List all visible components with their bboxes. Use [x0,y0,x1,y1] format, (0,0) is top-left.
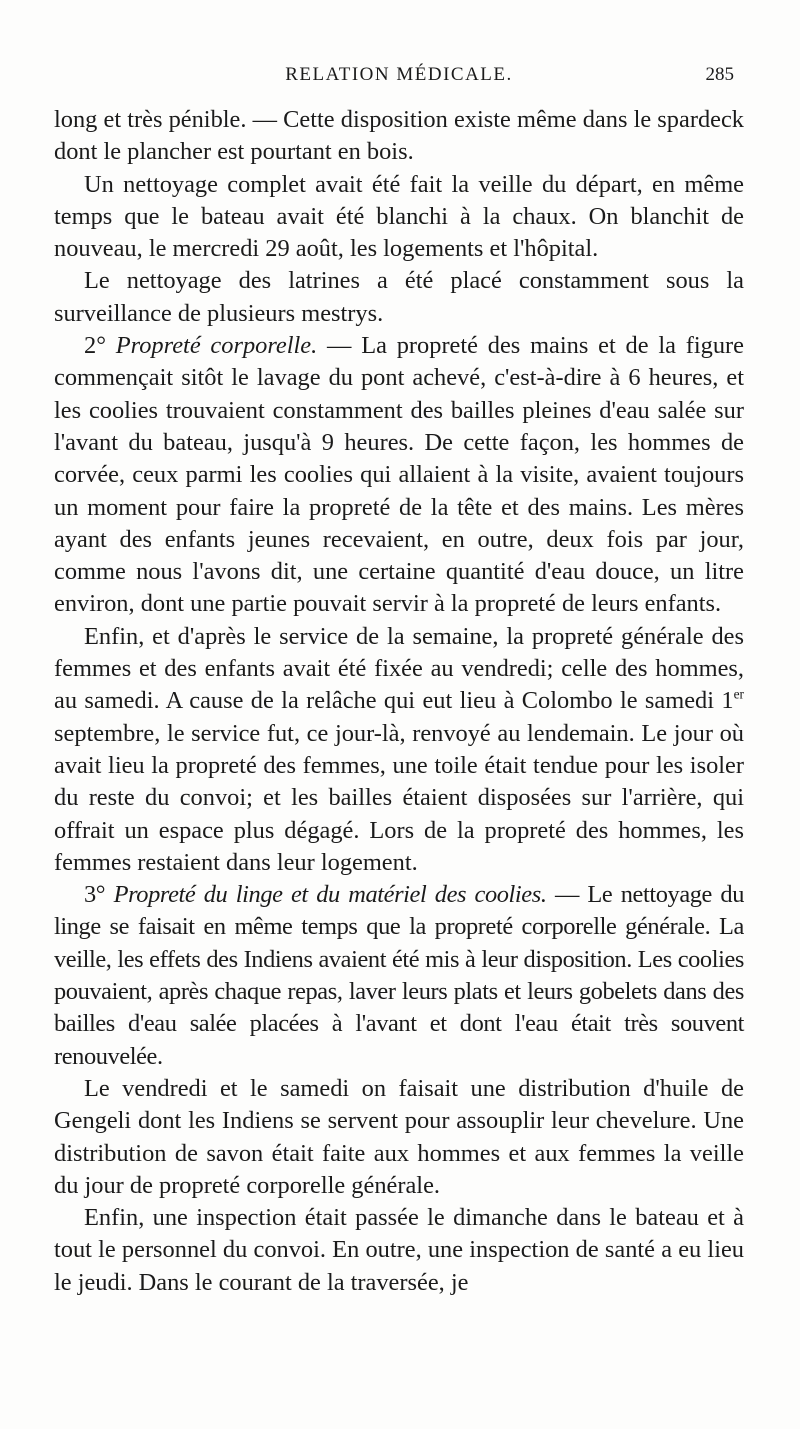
running-title: RELATION MÉDICALE. [285,64,513,85]
page-number: 285 [705,64,734,85]
superscript: er [733,686,744,702]
body-text [54,104,744,1299]
paragraph [54,265,744,330]
paragraph-text: Le nettoyage des latrines a été placé constamment sous la surveillance de plusieurs mestrys. [54,267,744,327]
paragraph-text: Enfin, et d'après le service de la semaine, la propreté générale des femmes et des enfants avait été fixée au vendredi; celle des hommes, au samedi. A cause de la relâche qui eut lieu à Colombo le samedi 1 [54,622,744,715]
section-number: 3° [84,881,106,909]
paragraph-text: long et très pénible. — Cette disposition existe même dans le spardeck dont le plancher est pourtant en bois. [54,106,744,166]
paragraph [54,169,744,266]
paragraph-text: — La propreté des mains et de la figure commençait sitôt le lavage du pont achevé, c'est-à-dire à 6 heures, et les coolies trouvaient constamment des bailles pleines d'eau salée sur l'avant du bateau, jusqu'à 9 heures. De cette façon, les hommes de corvée, ceux parmi les coolies qui allaient à la visite, avaient toujours un moment pour faire la propreté de la tête et des mains. Les mères ayant des enfants jeunes recevaient, en outre, deux fois par jour, comme nous l'avons dit, une certaine quantité d'eau douce, un litre environ, dont une partie pouvait servir à la propreté de leurs enfants. [54,332,744,618]
paragraph-text: septembre, le service fut, ce jour-là, renvoyé au lendemain. Le jour où avait lieu la propreté des femmes, une toile était tendue pour les isoler du reste du convoi; et les bailles étaient disposées sur l'arrière, qui offrait un espace plus dégagé. Lors de la propreté des hommes, les femmes restaient dans leur logement. [54,719,744,876]
section-number: 2° [84,332,106,360]
paragraph-text: Le vendredi et le samedi on faisait une distribution d'huile de Gengeli dont les Indiens se servent pour assouplir leur chevelure. Une distribution de savon était faite aux hommes et aux femmes la veille du jour de propreté corporelle générale. [54,1074,744,1199]
paragraph-text: — Le nettoyage du linge se faisait en même temps que la propreté corporelle générale. La veille, les effets des Indiens avaient été mis à leur disposition. Les coolies pouvaient, après chaque repas, laver leurs plats et leurs gobelets dans des bailles d'eau salée placées à l'avant et dont l'eau était très souvent renouvelée. [54,881,745,1070]
paragraph [54,1073,744,1202]
section-heading: Propreté corporelle. [115,332,318,360]
paragraph-continued [54,104,744,169]
paragraph-text: Enfin, une inspection était passée le dimanche dans le bateau et à tout le personnel du convoi. En outre, une inspection de santé a eu lieu le jeudi. Dans le courant de la traversée, je [54,1204,744,1296]
section-paragraph [54,330,744,621]
section-heading: Propreté du linge et du matériel des coolies. [113,881,547,909]
paragraph [54,1202,744,1299]
paragraph-text: Un nettoyage complet avait été fait la veille du départ, en même temps que le bateau avait été blanchi à la chaux. On blanchit de nouveau, le mercredi 29 août, les logements et l'hôpital. [54,170,744,263]
paragraph [54,621,744,879]
section-paragraph [54,879,744,1073]
running-header [54,64,744,92]
